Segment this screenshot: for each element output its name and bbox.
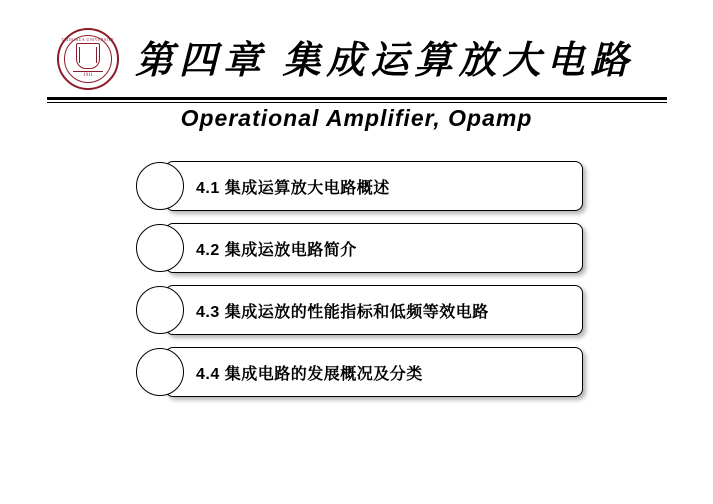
seal-divider <box>73 71 103 72</box>
title-divider-thick <box>47 97 667 100</box>
seal-top-text: TSINGHUA UNIVERSITY <box>61 37 115 42</box>
list-item[interactable] <box>0 217 713 279</box>
list-item-label: 4.3 集成运放的性能指标和低频等效电路 <box>196 304 489 321</box>
university-seal-icon <box>57 28 119 90</box>
seal-shield-inner <box>79 47 97 63</box>
list-item-bullet-circle <box>136 224 184 272</box>
list-item[interactable] <box>0 155 713 217</box>
list-item[interactable] <box>0 341 713 403</box>
page-title-chinese: 第四章 集成运算放大电路 <box>135 40 635 82</box>
list-item-bullet-circle <box>136 348 184 396</box>
list-item-label: 4.1 集成运算放大电路概述 <box>196 180 390 197</box>
section-list <box>0 155 713 403</box>
list-item-label: 4.4 集成电路的发展概况及分类 <box>196 366 423 383</box>
title-divider-thin <box>47 102 667 103</box>
slide-header <box>0 0 713 145</box>
seal-year-text: 1911 <box>83 73 93 78</box>
list-item[interactable] <box>0 279 713 341</box>
list-item-label: 4.2 集成运放电路简介 <box>196 242 357 259</box>
list-item-bullet-circle <box>136 162 184 210</box>
list-item-bullet-circle <box>136 286 184 334</box>
page-title-english: Operational Amplifier, Opamp <box>180 105 533 131</box>
